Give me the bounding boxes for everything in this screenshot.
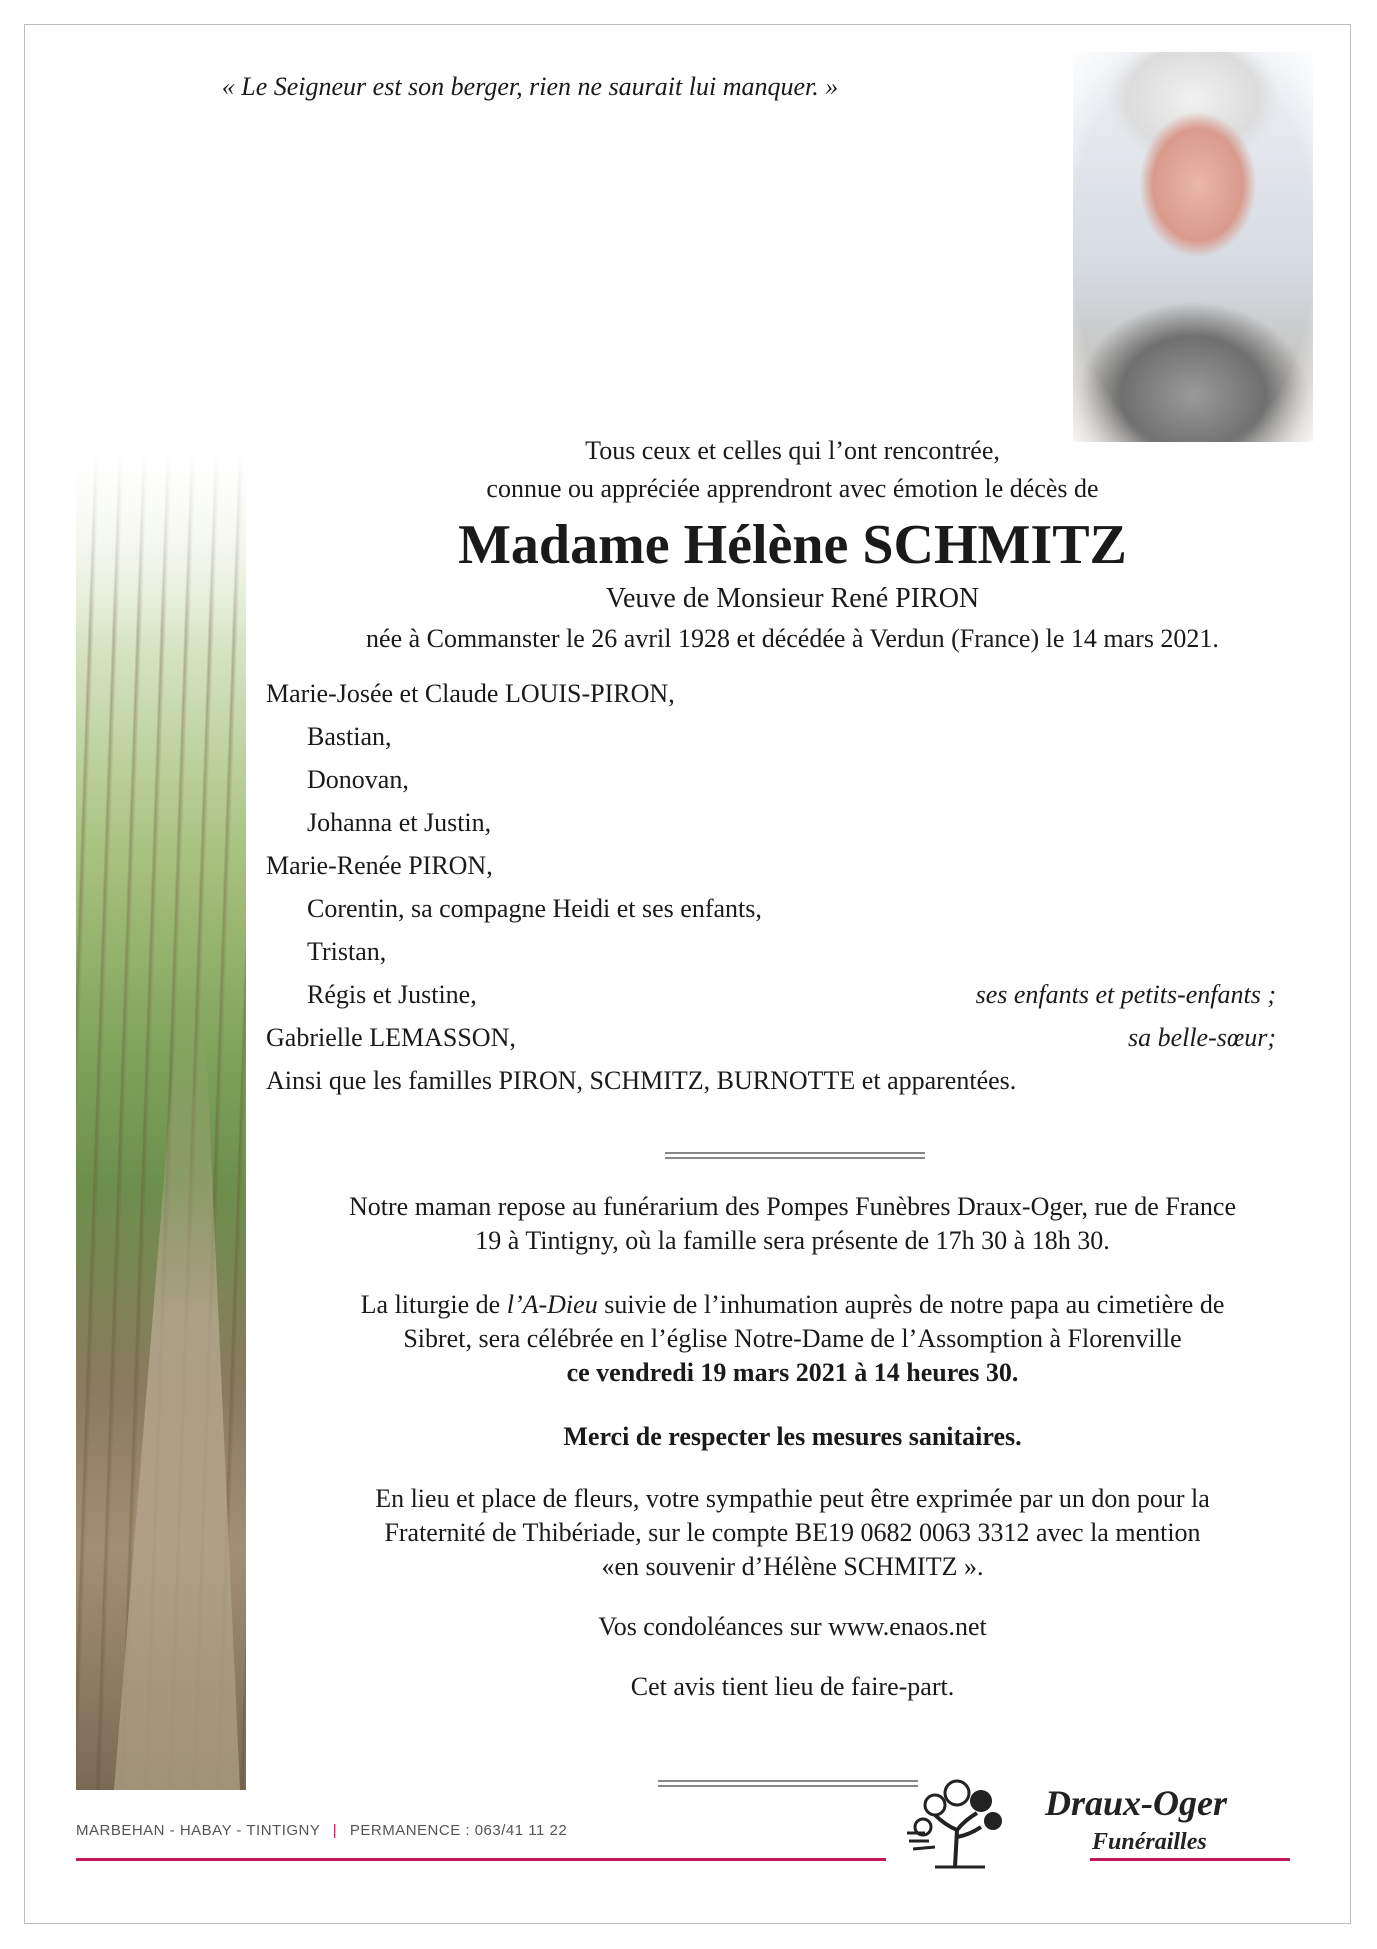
tree-logo-icon bbox=[905, 1775, 1015, 1870]
deceased-name: Madame Hélène SCHMITZ bbox=[458, 514, 1127, 576]
family-row: Bastian, bbox=[307, 722, 392, 751]
family-row: Donovan, bbox=[307, 765, 409, 794]
family-role: sa belle-sœur; bbox=[1127, 1023, 1276, 1052]
family-list bbox=[266, 672, 1276, 1102]
family-row: Corentin, sa compagne Heidi et ses enfants, bbox=[307, 894, 762, 923]
birth-death-line: née à Commanster le 26 avril 1928 et décédée à Verdun (France) le 14 mars 2021. bbox=[366, 624, 1219, 653]
family-row: Régis et Justine, ses enfants et petits-enfants ; bbox=[266, 973, 1276, 1016]
liturgy-info: La liturgie de l’A-Dieu suivie de l’inhumation auprès de notre papa au cimetière de Sibret, sera célébrée en l’église Notre-Dame de l’Assomption à Florenville ce vendredi 19 mars 2021 à 14 heures 30. bbox=[360, 1290, 1225, 1387]
intro-line-1: Tous ceux et celles qui l’ont rencontrée, bbox=[585, 436, 1000, 465]
family-row: Marie-Josée et Claude LOUIS-PIRON, bbox=[266, 679, 675, 708]
donation-info: En lieu et place de fleurs, votre sympathie peut être exprimée par un don pour la Fraternité de Thibériade, sur le compte BE19 0682 0063 3312 avec la mention «en souvenir d’Hélène SCHMITZ ». bbox=[375, 1484, 1210, 1581]
footer-line-right bbox=[1090, 1858, 1290, 1861]
footer-permanence: PERMANENCE : 063/41 11 22 bbox=[349, 1822, 568, 1839]
funerarium-info: Notre maman repose au funérarium des Pompes Funèbres Draux-Oger, rue de France 19 à Tintigny, où la famille sera présente de 17h 30 à 18h 30. bbox=[349, 1192, 1236, 1255]
footer-line-left bbox=[76, 1858, 886, 1861]
notice-line: Cet avis tient lieu de faire-part. bbox=[630, 1672, 955, 1701]
condolences-line: Vos condoléances sur www.enaos.net bbox=[598, 1612, 987, 1641]
family-row: Tristan, bbox=[307, 937, 387, 966]
footer-locations: MARBEHAN - HABAY - TINTIGNY bbox=[76, 1822, 321, 1839]
logo-subtitle: Funérailles bbox=[1092, 1829, 1207, 1855]
portrait-photo bbox=[1073, 52, 1313, 442]
epigraph-quote: « Le Seigneur est son berger, rien ne saurait lui manquer. » bbox=[221, 72, 839, 101]
widow-line: Veuve de Monsieur René PIRON bbox=[605, 583, 980, 614]
ceremony-date: ce vendredi 19 mars 2021 à 14 heures 30. bbox=[566, 1358, 1019, 1387]
family-row: Gabrielle LEMASSON, sa belle-sœur; bbox=[266, 1016, 1276, 1059]
logo-name: Draux-Oger bbox=[1045, 1783, 1228, 1823]
family-row: Marie-Renée PIRON, bbox=[266, 851, 493, 880]
family-role: ses enfants et petits-enfants ; bbox=[975, 980, 1276, 1009]
divider-top bbox=[665, 1152, 925, 1159]
sanitary-notice: Merci de respecter les mesures sanitaires. bbox=[563, 1422, 1022, 1451]
footer-separator: | bbox=[332, 1822, 338, 1839]
family-row: Ainsi que les familles PIRON, SCHMITZ, BURNOTTE et apparentées. bbox=[266, 1066, 1017, 1095]
intro-line-2: connue ou appréciée apprendront avec émotion le décès de bbox=[486, 474, 1099, 503]
divider-bottom bbox=[658, 1780, 918, 1787]
footer-contact bbox=[76, 1822, 567, 1839]
family-row: Johanna et Justin, bbox=[307, 808, 492, 837]
intro-text bbox=[250, 432, 1335, 508]
